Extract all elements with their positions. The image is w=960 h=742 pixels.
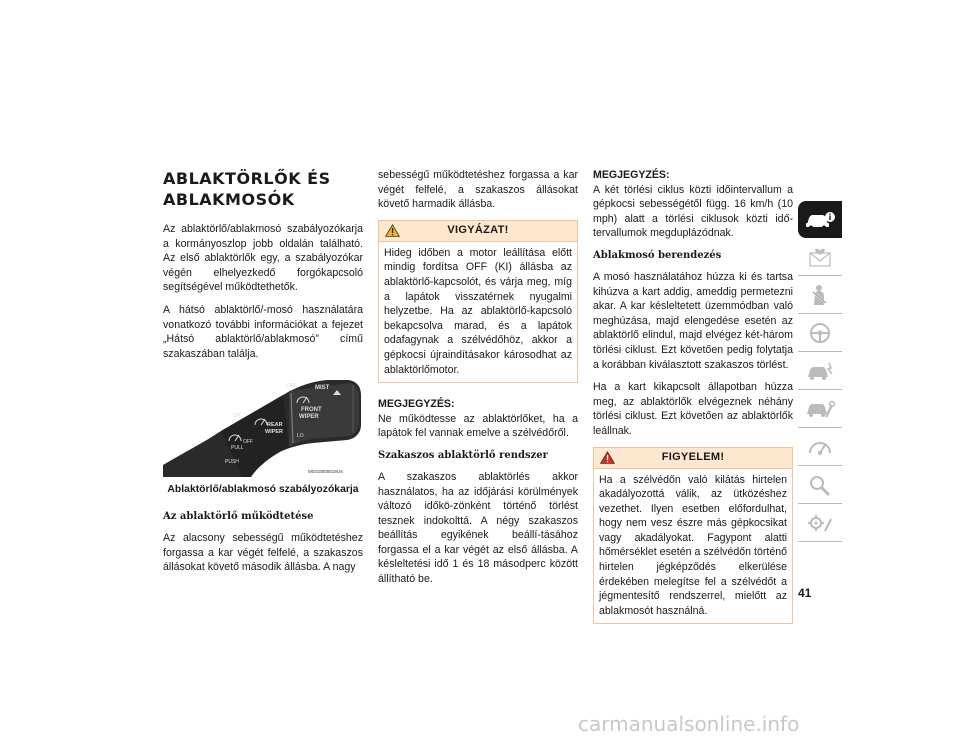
label-push: PUSH [225,459,239,466]
figure-code: M0318000019US [308,469,344,475]
label-on: ON [233,413,241,420]
chapter-tabs [798,201,842,542]
page-number: 41 [798,586,812,600]
warning-box [593,447,793,625]
label-lo: LO [297,433,304,440]
settings-tools-icon [804,511,836,535]
seatbelt-icon [804,283,836,307]
label-front: FRONT [301,407,322,414]
tab-safety[interactable] [798,276,842,314]
tab-dashboard[interactable] [798,238,842,276]
warning-title: FIGYELEM! [661,451,725,464]
caution-text: Hideg időben a motor leállítása előtt mindig fordítsa OFF (KI) állásba az ablaktörlő-kapcsolót, és várja meg, míg a lapátok visszatérnek nyugalmi helyzetbe. Ha az ablaktörlő-kapcsoló bekapcsolva marad, és a lapátok odafagynak a szélvédőhöz, akkor a gépkocsi újraindításakor károsodhat az ablaktörlőmotor. [384,246,572,376]
wiper-lever-illustration [163,373,363,477]
note-2 [593,168,793,241]
wiper-lever-figure [163,373,363,477]
magnifier-icon [804,473,836,497]
tab-technical-specifications[interactable] [798,428,842,466]
watermark: carmanualsonline.info [578,712,800,736]
figure-caption: Ablaktörlő/ablakmosó szabályozókarja [167,484,359,496]
tab-servicing-maintenance[interactable] [798,390,842,428]
column-2 [378,168,578,595]
tab-getting-to-know-vehicle[interactable] [798,201,842,238]
warning-triangle-icon [600,451,615,464]
intro-paragraph: Az ablaktörlő/ablakmosó szabályozókarja a kormányoszlop jobb oldalán található. Az első ablaktörlők egy, a szabályozókar végén elhelyezkedő forgókapcsoló segítségével működtethetők. [163,223,363,294]
tab-starting-operating[interactable] [798,314,842,352]
label-off-rear: OFF [243,439,253,446]
label-pull: PULL [231,445,244,452]
car-info-icon [804,209,836,231]
note-1 [378,397,578,441]
label-mist: MIST [315,385,330,392]
gauge-tools-icon [804,435,836,459]
steering-wheel-icon [804,321,836,345]
note-title: MEGJEGYZÉS: [593,169,670,181]
label-off-top: OFF [287,383,297,390]
caution-header [379,221,577,242]
column-1 [163,168,363,583]
note-text: A két törlési ciklus közti időintervallum a gépkocsi sebességétől függ. 16 km/h (10 mph) alatt a törlési ciklusok közti idő-tervallumok megduplázódnak. [593,183,793,240]
rear-wiper-reference: A hátsó ablaktörlő/-mosó használatára vonatkozó további információkat a fejezet „Hátsó ablaktörlő/ablakmosó” című szakaszában találja. [163,303,363,360]
note-title: MEGJEGYZÉS: [378,398,455,411]
warning-header [594,448,792,469]
section-heading-washer: Ablakmosó berendezés [593,249,722,261]
warning-text: Ha a szélvédőn való kilátás hirtelen akadályozottá válik, az ütközéshez vezethet. Ilyen esetben előfordulhat, hogy nem vesz észre más gépkocsikat vagy akadályokat. Fagypont alatti hőmérséklet esetén a szélvédőn történő hirtelen jégképződés elkerülése érdekében melegítse fel a szélvédőt a jégmentesítő rendszerrel, mielőtt az ablakmosót használná. [599,473,787,617]
washer-off-paragraph: Ha a kart kikapcsolt állapotban húzza meg, az ablaktörlők elvégeznek néhány törlési ciklust. Ezt követően az ablaktörlők leállnak. [593,381,793,437]
label-front-wiper: WIPER [299,414,319,421]
section-heading-intermittent: Szakaszos ablaktörlő rendszer [378,449,548,461]
column-3 [593,168,793,638]
intermittent-paragraph: A szakaszos ablaktörlés akkor használatos, ha az időjárási körülmények változó időkö-zönként történő törlést tesznek indokolttá. A négy szakaszos beállítás egyikének beállí-tásához forgassa el a kar végét az első állásba. A késleltetési idő 1 és 18 másodperc között állítható be. [378,470,578,586]
page-title: ABLAKTÖRLŐK ÉS ABLAKMOSÓK [163,169,331,209]
car-wrench-icon [804,397,836,421]
tab-in-case-of-emergency[interactable] [798,352,842,390]
car-crash-icon [804,359,836,383]
tab-multimedia[interactable] [798,504,842,542]
washer-paragraph: A mosó használatához húzza ki és tartsa kihúzva a kart addig, ameddig permetezni akar. A kar késleltetett üzemmódban való meghúzása, majd elengedése esetén az ablaktörlő elindul, majd elvégez két-három törlési ciklust. Ezt követően pedig folytatja a korábban kiválasztott szakaszos törlést. [593,270,793,371]
front-wiper-paragraph: Az alacsony sebességű működtetéshez forgassa a kar végét felfelé, a szakaszos állásokat követő második állásba. A nagy [163,531,363,574]
section-heading-front-wiper: Az ablaktörlő működtetése [163,510,314,522]
mail-heart-icon [804,245,836,269]
tab-index[interactable] [798,466,842,504]
note-text: Ne működtesse az ablaktörlőket, ha a lapátok fel vannak emelve a szélvédőről. [378,412,578,440]
caution-box [378,220,578,383]
warning-triangle-icon [385,224,400,237]
label-rear-wiper: WIPER [265,429,284,436]
caution-title: VIGYÁZAT! [447,224,509,237]
label-rear: REAR [267,422,283,429]
high-speed-paragraph: sebességű működtetéshez forgassa a kar végét felfelé, a szakaszos állásokat követő harmadik állásba. [378,169,578,211]
